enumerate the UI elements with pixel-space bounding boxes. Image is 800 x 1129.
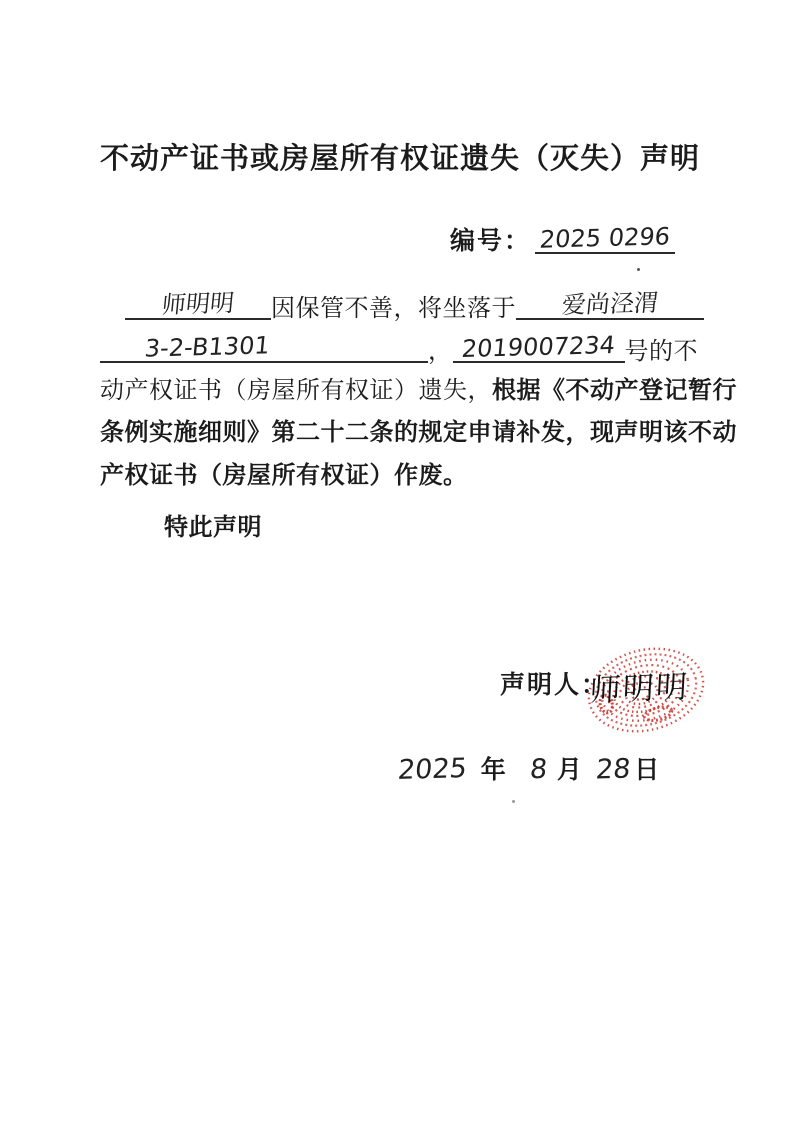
paragraph-line-2 xyxy=(100,331,720,365)
date-month-value: 8 xyxy=(528,753,549,786)
separator-comma: ， xyxy=(428,337,453,365)
serial-number-label: 编号： xyxy=(450,228,532,255)
date-day-unit: 日 xyxy=(634,756,660,784)
clause-reason-text: 因保管不善，将坐落于 xyxy=(271,294,516,322)
certificate-number-value: 2019007234 xyxy=(460,331,617,363)
paragraph-line-3 xyxy=(100,376,737,404)
paragraph-line-4 xyxy=(100,419,737,446)
serial-number-row xyxy=(450,222,675,255)
property-unit-underline xyxy=(100,331,428,363)
date-row xyxy=(396,753,660,786)
declarant-name-value: 师明明 xyxy=(160,289,236,319)
date-day-value: 28 xyxy=(594,753,632,786)
stray-ink-speck xyxy=(512,800,515,803)
clause-line5-text: 产权证书（房屋所有权证）作废。 xyxy=(100,462,468,489)
paragraph-line-1 xyxy=(100,288,720,322)
closing-statement-text: 特此声明 xyxy=(164,514,262,541)
document-title: 不动产证书或房屋所有权证遗失（灭失）声明 xyxy=(99,143,700,175)
clause-basis-bold-text: 根据《不动产登记暂行 xyxy=(492,377,737,404)
clause-number-suffix-text: 号的不 xyxy=(624,337,698,365)
serial-number-underline xyxy=(535,222,675,254)
date-year-unit: 年 xyxy=(480,756,506,784)
clause-loss-text: 动产权证书（房屋所有权证）遗失， xyxy=(100,376,492,404)
property-location-value: 爱尚泾渭 xyxy=(560,288,660,320)
signature-name-handwriting: 师明明 xyxy=(588,669,690,709)
signer-label: 声明人： xyxy=(500,671,609,699)
certificate-number-underline xyxy=(453,331,625,363)
property-unit-value: 3-2-B1301 xyxy=(143,331,272,363)
declarant-name-underline xyxy=(125,289,271,320)
date-year-value: 2025 xyxy=(396,753,469,786)
property-location-underline xyxy=(516,288,704,320)
stray-ink-dot xyxy=(637,268,640,271)
paragraph-line-5 xyxy=(100,464,720,488)
serial-number-value: 2025 0296 xyxy=(538,222,672,254)
clause-line4-text: 条例实施细则》第二十二条的规定申请补发，现声明该不动 xyxy=(100,419,737,446)
closing-statement-line xyxy=(164,507,262,542)
date-month-unit: 月 xyxy=(556,756,582,784)
